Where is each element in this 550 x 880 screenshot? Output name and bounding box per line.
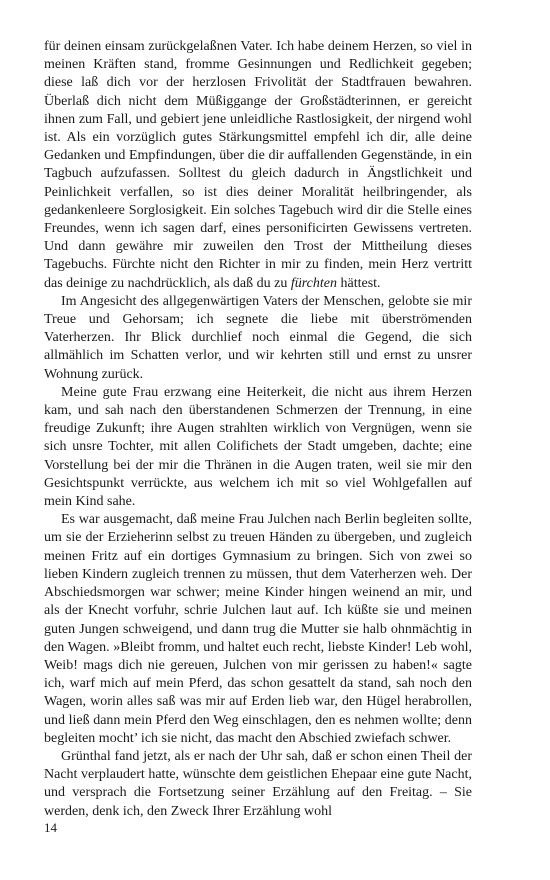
paragraph-p3 [44, 384, 472, 511]
paragraph-p4 [44, 511, 472, 748]
paragraph-p1 [44, 38, 472, 293]
page-number: 14 [44, 820, 57, 835]
text-run: Meine gute Frau erzwang eine Heiterkeit, die nicht aus ihrem Herzen kam, und sah nach den überstandenen Schmerzen der Trennung, in eine freudige Zukunft; ihre Augen strahlten wirklich von Vergnügen, wenn sie sich unsre Tochter, mit allen Colifichets der Stadt umgeben, dachte; eine Vorstellung bei der mir die Thränen in die Augen traten, weil sie mir den Gesichtspunkt verrückte, aus welchem ich mit so viel Wohlgefallen auf mein Kind sahe. [44, 384, 472, 510]
emphasized-text: fürchten [290, 275, 337, 291]
text-run: für deinen einsam zurückgelaßnen Vater. Ich habe deinem Herzen, so viel in meinen Kräften stand, fromme Gesinnungen und Redlichkeit gegeben; diese laß dich vor der herzlosen Frivolität der Stadtfrauen bewahren. Überlaß dich nicht dem Müßiggange der Großstädterinnen, er gereicht ihnen zum Fall, und gebiert jene unleidliche Rastlosigkeit, der nirgend wohl ist. Als ein vorzüglich gutes Stärkungsmittel empfehl ich dir, alle deine Gedanken und Empfindungen, über die dir auffallenden Gegenstände, in ein Tagbuch aufzufassen. Solltest du gleich dadurch in Ängstlichkeit und Peinlichkeit verfallen, so ist dies deiner Moralität heilbringender, als gedankenleere Sorglosigkeit. Ein solches Tagebuch wird dir die Stelle eines Freundes, wenn ich sagen darf, eines personificirten Gewissens vertreten. Und dann gewähre mir zuweilen den Trost der Mittheilung dieses Tagebuchs. Fürchte nicht den Richter in mir zu finden, mein Herz vertritt das deinige zu nachdrücklich, als daß du zu [44, 39, 472, 291]
text-run: hättest. [337, 275, 381, 291]
text-run: Es war ausgemacht, daß meine Frau Julchen nach Berlin begleiten sollte, um sie der Erzieherinn selbst zu treuen Händen zu übergeben, und zugleich meinen Fritz auf ein dortiges Gymnasium zu bringen. Sich von zwei so lieben Kindern zugleich trennen zu müssen, thut dem Vaterherzen weh. Der Abschiedsmorgen war schwer; meine Kinder hingen weinend an mir, und als der Knecht vorfuhr, schrie Julchen laut auf. Ich küßte sie und meinen guten Jungen schweigend, und dann trug die Mutter sie halb ohnmächtig in den Wagen. »Bleibt fromm, und haltet euch recht, liebste Kinder! Leb wohl, Weib! mags dich nie gereuen, Julchen von mir gerissen zu haben!« sagte ich, warf mich auf mein Pferd, das schon gesattelt da stand, sah noch den Wagen, worin alles saß was mir auf Erden lieb war, den Hügel herabrollen, und ließ dann mein Pferd den Weg einschlagen, den es nehmen wollte; denn begleiten mocht’ ich sie nicht, das macht den Abschied zwiefach schwer. [44, 512, 472, 746]
text-run: Grünthal fand jetzt, als er nach der Uhr sah, daß er schon einen Theil der Nacht verplaudert hatte, wünschte dem geistlichen Ehepaar eine gute Nacht, und versprach die Fortsetzung seiner Erzählung auf den Freitag. – Sie werden, denk ich, den Zweck Ihrer Erzählung wohl [44, 748, 472, 819]
paragraph-p5 [44, 748, 472, 821]
text-run: Im Angesicht des allgegenwärtigen Vaters der Menschen, gelobte sie mir Treue und Gehorsam; ich segnete die liebe mit überströmenden Vaterherzen. Ihr Blick durchlief noch einmal die Gegend, die sich allmählich im Schatten verlor, und wir kehrten still und ernst zu unsrer Wohnung zurück. [44, 293, 472, 382]
paragraph-p2 [44, 293, 472, 384]
page-body [44, 38, 472, 821]
